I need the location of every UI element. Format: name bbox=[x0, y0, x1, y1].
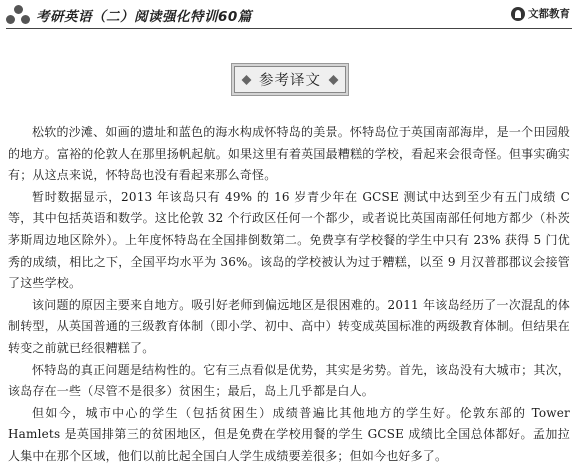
brand-logo bbox=[511, 6, 570, 21]
paragraph: 暂时数据显示，2013 年该岛只有 49% 的 16 岁青少年在 GCSE 测试中达到至少有五门成绩 C 等，其中包括英语和数学。这比伦敦 32 个行政区任何一个都少，或者说比英国南部任何地方都少（朴茨茅斯周边地区除外）。上年度怀特岛在全国排倒数第二。免费享有学校餐的学生中只有 23% 获得 5 门优秀的成绩，相比之下，全国平均水平为 36%。该岛的学校被认为过于糟糕，以至 9 月汉普郡郡议会接管了这些学校。 bbox=[8, 189, 570, 291]
paragraph: 松软的沙滩、如画的遗址和蓝色的海水构成怀特岛的美景。怀特岛位于英国南部海岸，是一个田园般的地方。富裕的伦敦人在那里扬帆起航。如果这里有着英国最糟糕的学校，看起来会很奇怪。但事实确实有；从这点来说，怀特岛也没有看起来那么奇怪。 bbox=[8, 125, 570, 183]
page-header bbox=[0, 0, 580, 30]
paragraph: 怀特岛的真正问题是结构性的。它有三点看似是优势，其实是劣势。首先，该岛没有大城市；其次，该岛存在一些（尽管不是很多）贫困生；最后，岛上几乎都是白人。 bbox=[8, 362, 570, 399]
brand-name: 文都教育 bbox=[528, 8, 570, 20]
brand-mark-icon bbox=[511, 7, 525, 21]
section-heading-wrap bbox=[0, 66, 580, 93]
paragraph: 该问题的原因主要来自地方。吸引好老师到偏远地区是很困难的。2011 年该岛经历了一次混乱的体制转型，从英国普通的三级教育体制（即小学、初中、高中）转变成英国标准的两级教育体制。但结果在转变之前就已经很糟糕了。 bbox=[8, 297, 570, 355]
header-divider bbox=[6, 28, 572, 29]
diamond-ornament-icon bbox=[329, 75, 339, 85]
paragraph: 但如今，城市中心的学生（包括贫困生）成绩普遍比其他地方的学生好。伦敦东部的 Tower Hamlets 是英国排第三的贫困地区，但是免费在学校用餐的学生 GCSE 成绩比全国总体都好。孟加拉人集中在那个区域，他们以前比起全国白人学生成绩要差很多；但如今也好多了。 bbox=[8, 405, 570, 463]
series-badge-icon bbox=[6, 5, 32, 25]
section-title: 参考译文 bbox=[259, 73, 321, 89]
translation-body bbox=[8, 122, 570, 468]
section-heading-box bbox=[234, 66, 346, 93]
book-title: 考研英语（二）阅读强化特训60篇 bbox=[36, 9, 252, 25]
diamond-ornament-icon bbox=[242, 75, 252, 85]
header-left bbox=[6, 4, 252, 26]
